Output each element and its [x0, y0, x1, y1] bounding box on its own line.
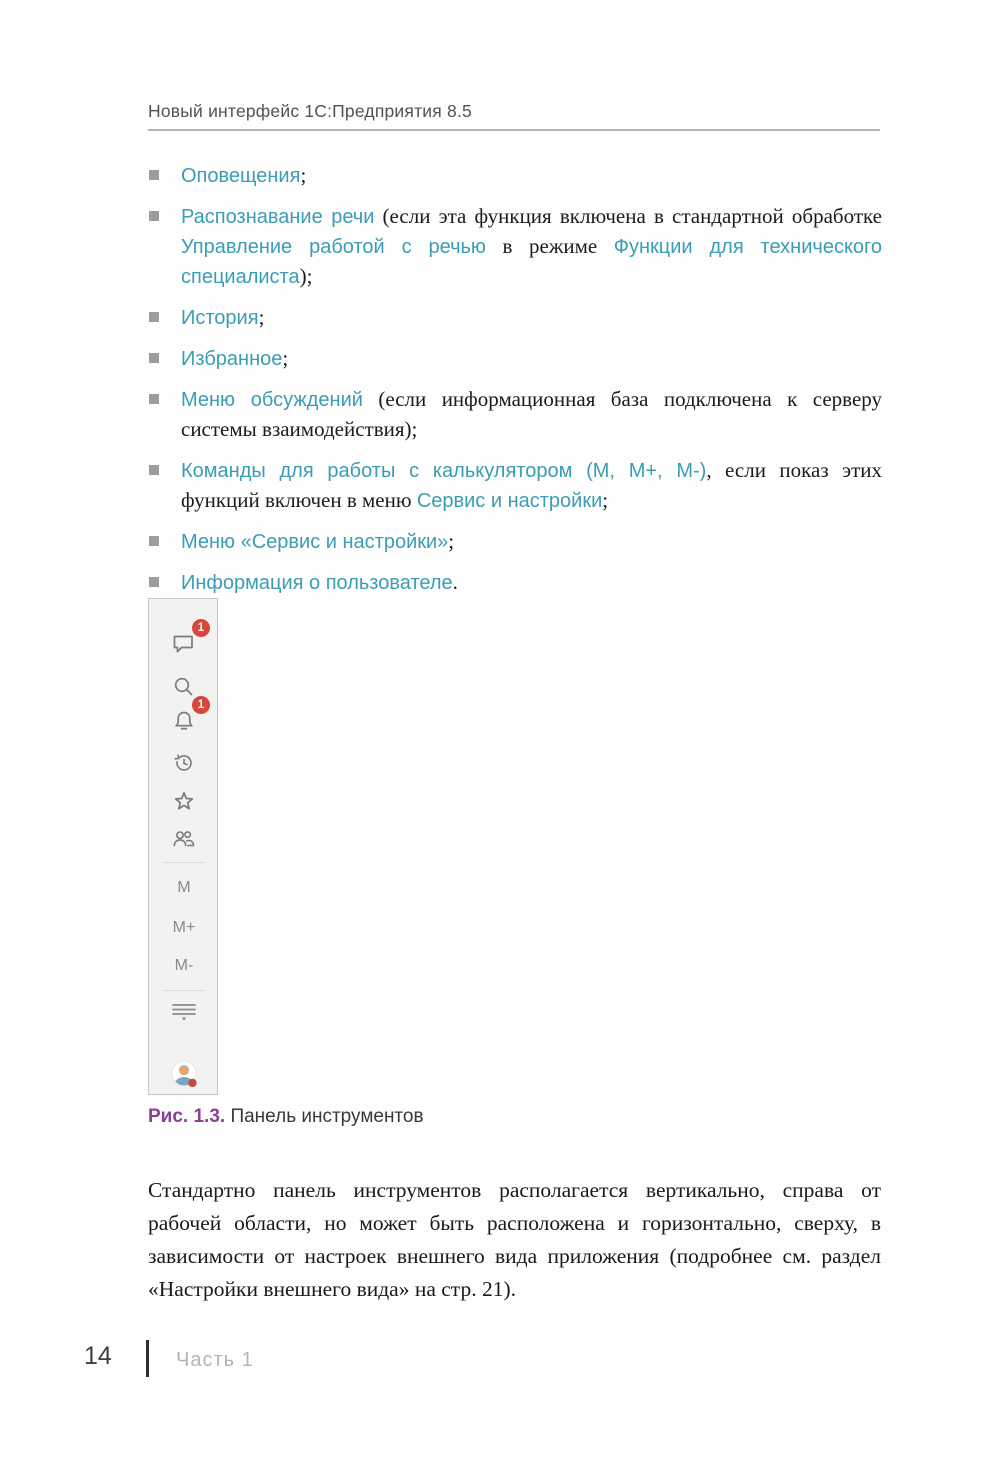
discussion-members-icon [168, 823, 200, 855]
plain-text: ; [448, 529, 455, 553]
history-icon [168, 747, 200, 779]
plain-text: (если информационная база подключена к серверу системы взаимодействия); [181, 387, 882, 441]
plain-text: (если эта функция включена в стандартной обработке [374, 204, 882, 228]
list-item [148, 527, 882, 557]
figure-caption-label: Рис. 1.3. [148, 1106, 226, 1127]
list-item-text [181, 572, 458, 594]
list-item [148, 303, 882, 333]
discussions-icon [168, 622, 205, 660]
discussions-badge: 1 [192, 619, 210, 637]
memory-recall-button: M [177, 879, 191, 896]
notifications-icon [168, 699, 205, 737]
body-paragraph: Стандартно панель инструментов располагается вертикально, справа от рабочей области, но может быть расположена и горизонтально, сверху, в зависимости от настроек внешнего вида приложения (подробнее см. раздел «Настройки внешнего вида» на стр. 21). [148, 1178, 881, 1301]
toolbar-divider [163, 990, 205, 991]
page-number: 14 [84, 1342, 112, 1370]
user-avatar [168, 1055, 200, 1093]
list-item [148, 568, 882, 598]
list-item [148, 202, 882, 292]
ui-term: Сервис и настройки [416, 490, 603, 512]
list-item [148, 161, 882, 191]
plain-text: ; [602, 488, 609, 512]
list-item-text [181, 206, 882, 288]
list-item-text [181, 531, 454, 553]
list-item-text [181, 348, 288, 370]
plain-text: ; [282, 346, 289, 370]
bullet-square-icon [149, 577, 159, 587]
ui-term: История [181, 307, 259, 329]
plain-text: . [452, 570, 458, 594]
ui-term: Команды для работы с калькулятором (М, М+, М-) [181, 460, 707, 482]
plain-text: ; [300, 163, 307, 187]
notifications-badge: 1 [192, 696, 210, 714]
bullet-square-icon [149, 353, 159, 363]
bullet-square-icon [149, 394, 159, 404]
running-head: Новый интерфейс 1С:Предприятия 8.5 [148, 101, 880, 131]
ui-term: Информация о пользователе [181, 572, 453, 594]
footer-divider-bar [146, 1340, 149, 1377]
figure-caption [148, 1106, 424, 1128]
list-item [148, 344, 882, 374]
list-item [148, 456, 882, 516]
bullet-square-icon [149, 312, 159, 322]
footer-part-label: Часть 1 [176, 1349, 254, 1371]
toolbar-elements-list [148, 161, 882, 609]
ui-term: Оповещения [181, 165, 301, 187]
bullet-square-icon [149, 536, 159, 546]
list-item-text [181, 165, 306, 187]
bullet-square-icon [149, 465, 159, 475]
list-item [148, 385, 882, 445]
ui-term: Меню обсуждений [181, 389, 363, 411]
bullet-square-icon [149, 211, 159, 221]
ui-term: Распознавание речи [181, 206, 375, 228]
ui-term: Управление работой с речью [181, 236, 486, 258]
plain-text: ); [299, 264, 313, 288]
favorites-icon [168, 785, 200, 817]
figure-toolbar-panel [148, 598, 218, 1095]
tools-menu-icon [168, 997, 200, 1029]
ui-term: Функции для технического специалиста [181, 236, 883, 288]
list-item-text [181, 389, 882, 441]
plain-text: ; [258, 305, 265, 329]
toolbar-divider [163, 862, 205, 863]
memory-add-button: M+ [172, 919, 196, 936]
list-item-text [181, 460, 882, 512]
list-item-text [181, 307, 264, 329]
plain-text: в режиме [485, 234, 614, 258]
figure-caption-text: Панель инструментов [225, 1106, 424, 1127]
plain-text: , если показ этих функций включен в меню [181, 458, 883, 512]
memory-subtract-button: M- [174, 957, 194, 974]
ui-term: Меню «Сервис и настройки» [181, 531, 449, 553]
bullet-square-icon [149, 170, 159, 180]
ui-term: Избранное [181, 348, 283, 370]
